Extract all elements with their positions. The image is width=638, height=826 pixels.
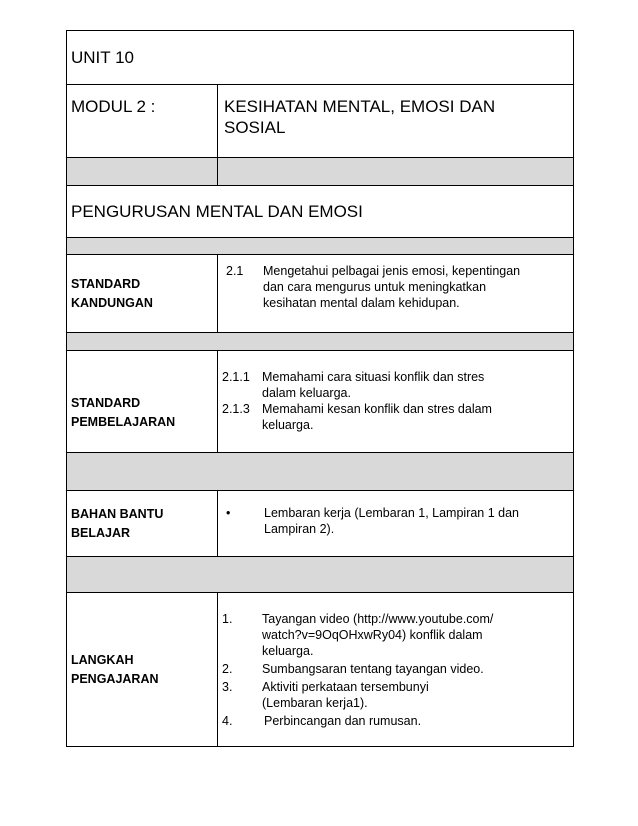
list-item: [222, 611, 569, 659]
langkah-label-cell: [67, 593, 218, 747]
langkah-label-line1: LANGKAH: [71, 652, 134, 667]
topic-cell: [67, 186, 574, 238]
unit-cell: [67, 31, 574, 85]
bahan-bantu-label-line1: BAHAN BANTU: [71, 506, 164, 521]
modul-label: MODUL 2 :: [71, 97, 156, 116]
lesson-plan-table: [66, 30, 574, 747]
standard-kandungan-label-line1: STANDARD: [71, 276, 141, 291]
modul-title-line1: KESIHATAN MENTAL, EMOSI DAN: [224, 97, 496, 116]
langkah-row: [67, 593, 574, 747]
list-item: [222, 713, 569, 729]
unit-row: [67, 31, 574, 85]
spacer-cell: [218, 158, 574, 186]
item-text-line2: (Lembaran kerja1).: [262, 696, 368, 710]
standard-kandungan-text-line3: kesihatan mental dalam kehidupan.: [263, 296, 460, 310]
spacer-cell: [67, 333, 574, 351]
spacer-row: [67, 557, 574, 593]
standard-pembelajaran-label-cell: [67, 351, 218, 453]
spacer-cell: [67, 453, 574, 491]
standard-kandungan-row: [67, 255, 574, 333]
standard-kandungan-text-line1: Mengetahui pelbagai jenis emosi, kepentingan: [263, 264, 521, 278]
item-text-line2: Lampiran 2).: [264, 522, 335, 536]
list-item: [222, 401, 569, 433]
list-item: [222, 505, 569, 537]
spacer-row: [67, 333, 574, 351]
spacer-row: [67, 238, 574, 255]
list-item: [222, 661, 569, 677]
standard-pembelajaran-content-cell: [218, 351, 574, 453]
bahan-bantu-label-line2: BELAJAR: [71, 525, 131, 540]
spacer-row: [67, 453, 574, 491]
langkah-content-cell: [218, 593, 574, 747]
topic-row: [67, 186, 574, 238]
bahan-bantu-label-cell: [67, 491, 218, 557]
modul-title-line2: SOSIAL: [224, 118, 286, 137]
bahan-bantu-content-cell: [218, 491, 574, 557]
item-text-line1: Tayangan video (http://www.youtube.com/: [262, 612, 494, 626]
modul-row: [67, 85, 574, 158]
item-number: 2.: [222, 662, 233, 676]
standard-kandungan-label-cell: [67, 255, 218, 333]
item-number: 2.1.3: [222, 402, 250, 416]
item-number: 2.1.1: [222, 370, 250, 384]
bullet-icon: •: [226, 506, 231, 520]
item-text-line1: Sumbangsaran tentang tayangan video.: [262, 662, 484, 676]
spacer-row: [67, 158, 574, 186]
unit-label: UNIT 10: [71, 48, 134, 67]
spacer-cell: [67, 238, 574, 255]
standard-kandungan-label-line2: KANDUNGAN: [71, 295, 153, 310]
list-item: [222, 679, 569, 711]
item-text-line2: keluarga.: [262, 418, 314, 432]
item-text-line2: watch?v=9OqOHxwRy04) konflik dalam: [262, 628, 483, 642]
item-text-line1: Lembaran kerja (Lembaran 1, Lampiran 1 dan: [264, 506, 520, 520]
standard-kandungan-item: [226, 263, 569, 311]
standard-pembelajaran-row: [67, 351, 574, 453]
standard-kandungan-number: 2.1: [226, 264, 244, 278]
list-item: [222, 369, 569, 401]
standard-kandungan-content-cell: [218, 255, 574, 333]
modul-label-cell: [67, 85, 218, 158]
standard-pembelajaran-label-line1: STANDARD: [71, 395, 141, 410]
modul-title-cell: [218, 85, 574, 158]
topic-title: PENGURUSAN MENTAL DAN EMOSI: [71, 202, 363, 221]
item-number: 1.: [222, 612, 233, 626]
spacer-cell: [67, 158, 218, 186]
item-number: 3.: [222, 680, 233, 694]
langkah-label-line2: PENGAJARAN: [71, 671, 159, 686]
standard-kandungan-text-line2: dan cara mengurus untuk meningkatkan: [263, 280, 487, 294]
bahan-bantu-row: [67, 491, 574, 557]
spacer-cell: [67, 557, 574, 593]
item-text-line1: Perbincangan dan rumusan.: [264, 714, 422, 728]
item-text-line1: Memahami kesan konflik dan stres dalam: [262, 402, 492, 416]
standard-pembelajaran-label-line2: PEMBELAJARAN: [71, 414, 176, 429]
item-text-line1: Memahami cara situasi konflik dan stres: [262, 370, 485, 384]
item-text-line3: keluarga.: [262, 644, 314, 658]
item-number: 4.: [222, 714, 233, 728]
item-text-line1: Aktiviti perkataan tersembunyi: [262, 680, 429, 694]
item-text-line2: dalam keluarga.: [262, 386, 351, 400]
